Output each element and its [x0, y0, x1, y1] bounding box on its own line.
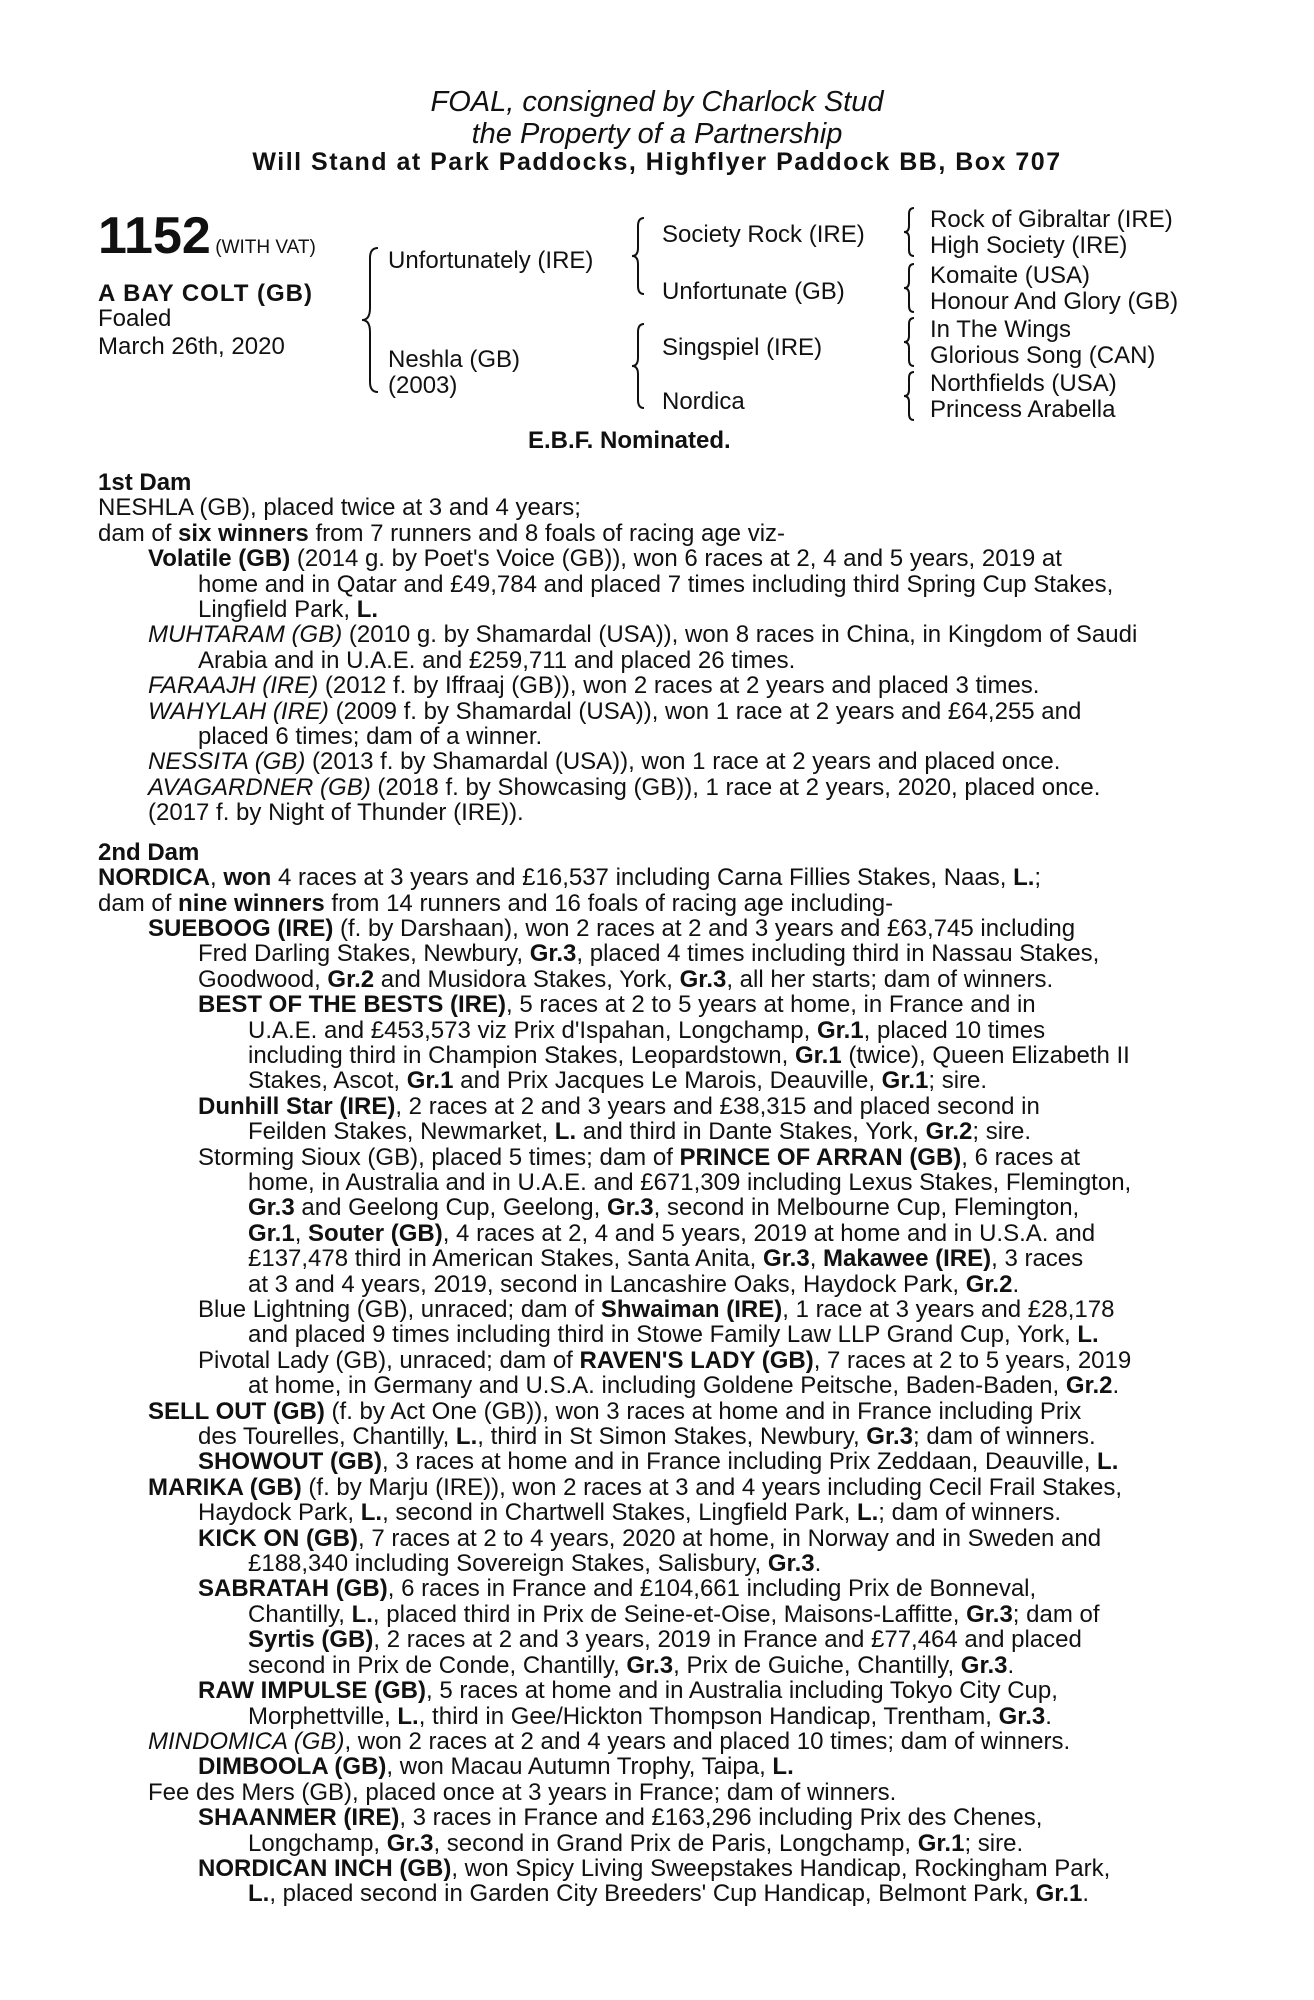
- entry-best-2: U.A.E. and £453,573 viz Prix d'Ispahan, Longchamp, Gr.1, placed 10 times: [248, 1016, 1046, 1044]
- entry-fee-des-mers: Fee des Mers (GB), placed once at 3 years in France; dam of winners.: [148, 1778, 897, 1806]
- entry-sueboog: SUEBOOG (IRE) (f. by Darshaan), won 2 races at 2 and 3 years and £63,745 including: [148, 914, 1076, 942]
- produce-wahylah: WAHYLAH (IRE) (2009 f. by Shamardal (USA)), won 1 race at 2 years and £64,255 and: [148, 697, 1082, 725]
- produce-muhtaram-cont: Arabia and in U.A.E. and £259,711 and placed 26 times.: [198, 646, 796, 674]
- vat-label: (WITH VAT): [215, 237, 316, 258]
- catalogue-body: [98, 470, 1198, 1907]
- entry-storming-2: home, in Australia and in U.A.E. and £671,309 including Lexus Stakes, Flemington,: [248, 1168, 1132, 1196]
- entry-syrtis: Syrtis (GB), 2 races at 2 and 3 years, 2019 in France and £77,464 and placed: [248, 1626, 1082, 1654]
- entry-shaanmer-2: Longchamp, Gr.3, second in Grand Prix de Paris, Longchamp, Gr.1; sire.: [248, 1829, 1024, 1857]
- produce-faraajh: FARAAJH (IRE) (2012 f. by Iffraaj (GB)), won 2 races at 2 years and placed 3 times.: [148, 672, 1040, 700]
- sire-dam: Unfortunate (GB): [662, 278, 845, 305]
- dam-year: (2003): [388, 372, 458, 399]
- ancestor-4: Honour And Glory (GB): [930, 288, 1179, 315]
- entry-dunhill-star: Dunhill Star (IRE), 2 races at 2 and 3 years and £38,315 and placed second in: [198, 1092, 1040, 1120]
- produce-muhtaram: MUHTARAM (GB) (2010 g. by Shamardal (USA)), won 8 races in China, in Kingdom of Saudi: [148, 621, 1138, 649]
- second-dam-heading: 2nd Dam: [98, 838, 200, 866]
- ancestor-6: Glorious Song (CAN): [930, 342, 1156, 369]
- entry-syrtis-2: second in Prix de Conde, Chantilly, Gr.3, Prix de Guiche, Chantilly, Gr.3.: [248, 1651, 1015, 1679]
- entry-shaanmer: SHAANMER (IRE), 3 races in France and £163,296 including Prix des Chenes,: [198, 1804, 1043, 1832]
- entry-sell-out-2: des Tourelles, Chantilly, L., third in St Simon Stakes, Newbury, Gr.3; dam of winners.: [198, 1423, 1096, 1451]
- entry-pivotal-lady: Pivotal Lady (GB), unraced; dam of RAVEN'S LADY (GB), 7 races at 2 to 5 years, 2019: [198, 1346, 1132, 1374]
- second-dam-produce-line: dam of nine winners from 14 runners and 16 foals of racing age including-: [98, 889, 894, 917]
- lot-number-block: [98, 206, 316, 266]
- entry-kick-on-2: £188,340 including Sovereign Stakes, Salisbury, Gr.3.: [248, 1550, 822, 1578]
- ancestor-5: In The Wings: [930, 316, 1071, 343]
- dam-sire: Singspiel (IRE): [662, 334, 823, 361]
- first-dam-line: NESHLA (GB), placed twice at 3 and 4 years;: [98, 494, 581, 522]
- produce-volatile: Volatile (GB) (2014 g. by Poet's Voice (GB)), won 6 races at 2, 4 and 5 years, 2019 at: [148, 545, 1062, 573]
- pedigree-brace-5: [902, 262, 916, 314]
- ancestor-8: Princess Arabella: [930, 396, 1116, 423]
- ancestor-1: Rock of Gibraltar (IRE): [930, 206, 1173, 233]
- first-dam-heading: 1st Dam: [98, 469, 192, 496]
- stand-location: Will Stand at Park Paddocks, Highflyer Paddock BB, Box 707: [252, 148, 1062, 176]
- entry-storming-3: Gr.3 and Geelong Cup, Geelong, Gr.3, second in Melbourne Cup, Flemington,: [248, 1194, 1080, 1222]
- entry-dunhill-2: Feilden Stakes, Newmarket, L. and third in Dante Stakes, York, Gr.2; sire.: [248, 1118, 1032, 1146]
- entry-sueboog-3: Goodwood, Gr.2 and Musidora Stakes, York, Gr.3, all her starts; dam of winners.: [198, 965, 1054, 993]
- lot-number: 1152: [98, 207, 211, 265]
- consignor-line: FOAL, consigned by Charlock Stud: [430, 86, 884, 118]
- produce-2017: (2017 f. by Night of Thunder (IRE)).: [148, 799, 524, 827]
- dam: Neshla (GB): [388, 346, 521, 373]
- entry-mindomica: MINDOMICA (GB), won 2 races at 2 and 4 years and placed 10 times; dam of winners.: [148, 1727, 1071, 1755]
- entry-nordican-inch-2: L., placed second in Garden City Breeders' Cup Handicap, Belmont Park, Gr.1.: [248, 1880, 1090, 1908]
- entry-marika: MARIKA (GB) (f. by Marju (IRE)), won 2 races at 3 and 4 years including Cecil Frail Stakes,: [148, 1473, 1123, 1501]
- second-dam-line: NORDICA, won 4 races at 3 years and £16,537 including Carna Fillies Stakes, Naas, L.;: [98, 864, 1042, 892]
- ancestor-3: Komaite (USA): [930, 262, 1091, 289]
- entry-sabratah: SABRATAH (GB), 6 races in France and £104,661 including Prix de Bonneval,: [198, 1575, 1037, 1603]
- entry-dimboola: DIMBOOLA (GB), won Macau Autumn Trophy, Taipa, L.: [198, 1753, 794, 1781]
- foaled-date: March 26th, 2020: [98, 333, 285, 360]
- entry-storming-5: £137,478 third in American Stakes, Santa Anita, Gr.3, Makawee (IRE), 3 races: [248, 1245, 1084, 1273]
- entry-nordican-inch: NORDICAN INCH (GB), won Spicy Living Sweepstakes Handicap, Rockingham Park,: [198, 1854, 1111, 1882]
- entry-sabratah-2: Chantilly, L., placed third in Prix de Seine-et-Oise, Maisons-Laffitte, Gr.3; dam of: [248, 1600, 1100, 1628]
- foaled-label: Foaled: [98, 305, 172, 332]
- entry-sueboog-2: Fred Darling Stakes, Newbury, Gr.3, placed 4 times including third in Nassau Stakes,: [198, 940, 1100, 968]
- sire: Unfortunately (IRE): [388, 247, 594, 274]
- entry-raw-impulse-2: Morphettville, L., third in Gee/Hickton Thompson Handicap, Trentham, Gr.3.: [248, 1702, 1052, 1730]
- first-dam-produce-line: dam of six winners from 7 runners and 8 foals of racing age viz-: [98, 519, 786, 547]
- ancestor-2: High Society (IRE): [930, 232, 1128, 259]
- produce-avagardner: AVAGARDNER (GB) (2018 f. by Showcasing (GB)), 1 race at 2 years, 2020, placed once.: [148, 773, 1101, 801]
- pedigree-brace-7: [902, 370, 916, 422]
- pedigree-brace-6: [902, 316, 916, 368]
- entry-sell-out: SELL OUT (GB) (f. by Act One (GB)), won 3 races at home and in France including Prix: [148, 1397, 1082, 1425]
- entry-raw-impulse: RAW IMPULSE (GB), 5 races at home and in Australia including Tokyo City Cup,: [198, 1677, 1058, 1705]
- pedigree-brace-3: [630, 322, 646, 410]
- entry-storming-4: Gr.1, Souter (GB), 4 races at 2, 4 and 5 years, 2019 at home and in U.S.A. and: [248, 1219, 1096, 1247]
- entry-marika-2: Haydock Park, L., second in Chartwell Stakes, Lingfield Park, L.; dam of winners.: [198, 1499, 1062, 1527]
- produce-volatile-cont: home and in Qatar and £49,784 and placed 7 times including third Spring Cup Stakes,: [198, 570, 1114, 598]
- pedigree-brace-1: [360, 246, 380, 394]
- entry-best-3: including third in Champion Stakes, Leopardstown, Gr.1 (twice), Queen Elizabeth II: [248, 1041, 1130, 1069]
- property-line: the Property of a Partnership: [471, 118, 843, 150]
- entry-pivotal-lady-2: at home, in Germany and U.S.A. including Goldene Peitsche, Baden-Baden, Gr.2.: [248, 1372, 1120, 1400]
- dam-dam: Nordica: [662, 388, 745, 415]
- entry-best-4: Stakes, Ascot, Gr.1 and Prix Jacques Le Marois, Deauville, Gr.1; sire.: [248, 1067, 988, 1095]
- ancestor-7: Northfields (USA): [930, 370, 1117, 397]
- produce-nessita: NESSITA (GB) (2013 f. by Shamardal (USA)), won 1 race at 2 years and placed once.: [148, 748, 1061, 776]
- ebf-nominated: E.B.F. Nominated.: [528, 427, 731, 454]
- sire-sire: Society Rock (IRE): [662, 221, 865, 248]
- produce-wahylah-cont: placed 6 times; dam of a winner.: [198, 723, 543, 751]
- pedigree-brace-4: [902, 206, 916, 258]
- entry-showout: SHOWOUT (GB), 3 races at home and in France including Prix Zeddaan, Deauville, L.: [198, 1448, 1119, 1476]
- entry-storming-sioux: Storming Sioux (GB), placed 5 times; dam of PRINCE OF ARRAN (GB), 6 races at: [198, 1143, 1081, 1171]
- lot-description: A BAY COLT (GB): [98, 280, 314, 307]
- entry-storming-6: at 3 and 4 years, 2019, second in Lancashire Oaks, Haydock Park, Gr.2.: [248, 1270, 1020, 1298]
- entry-kick-on: KICK ON (GB), 7 races at 2 to 4 years, 2020 at home, in Norway and in Sweden and: [198, 1524, 1102, 1552]
- entry-blue-lightning: Blue Lightning (GB), unraced; dam of Shwaiman (IRE), 1 race at 3 years and £28,178: [198, 1296, 1115, 1323]
- pedigree-brace-2: [630, 216, 646, 296]
- produce-volatile-cont2: Lingfield Park, L.: [198, 596, 379, 624]
- entry-best-of-the-bests: BEST OF THE BESTS (IRE), 5 races at 2 to 5 years at home, in France and in: [198, 991, 1036, 1019]
- entry-blue-lightning-2: and placed 9 times including third in Stowe Family Law LLP Grand Cup, York, L.: [248, 1321, 1099, 1349]
